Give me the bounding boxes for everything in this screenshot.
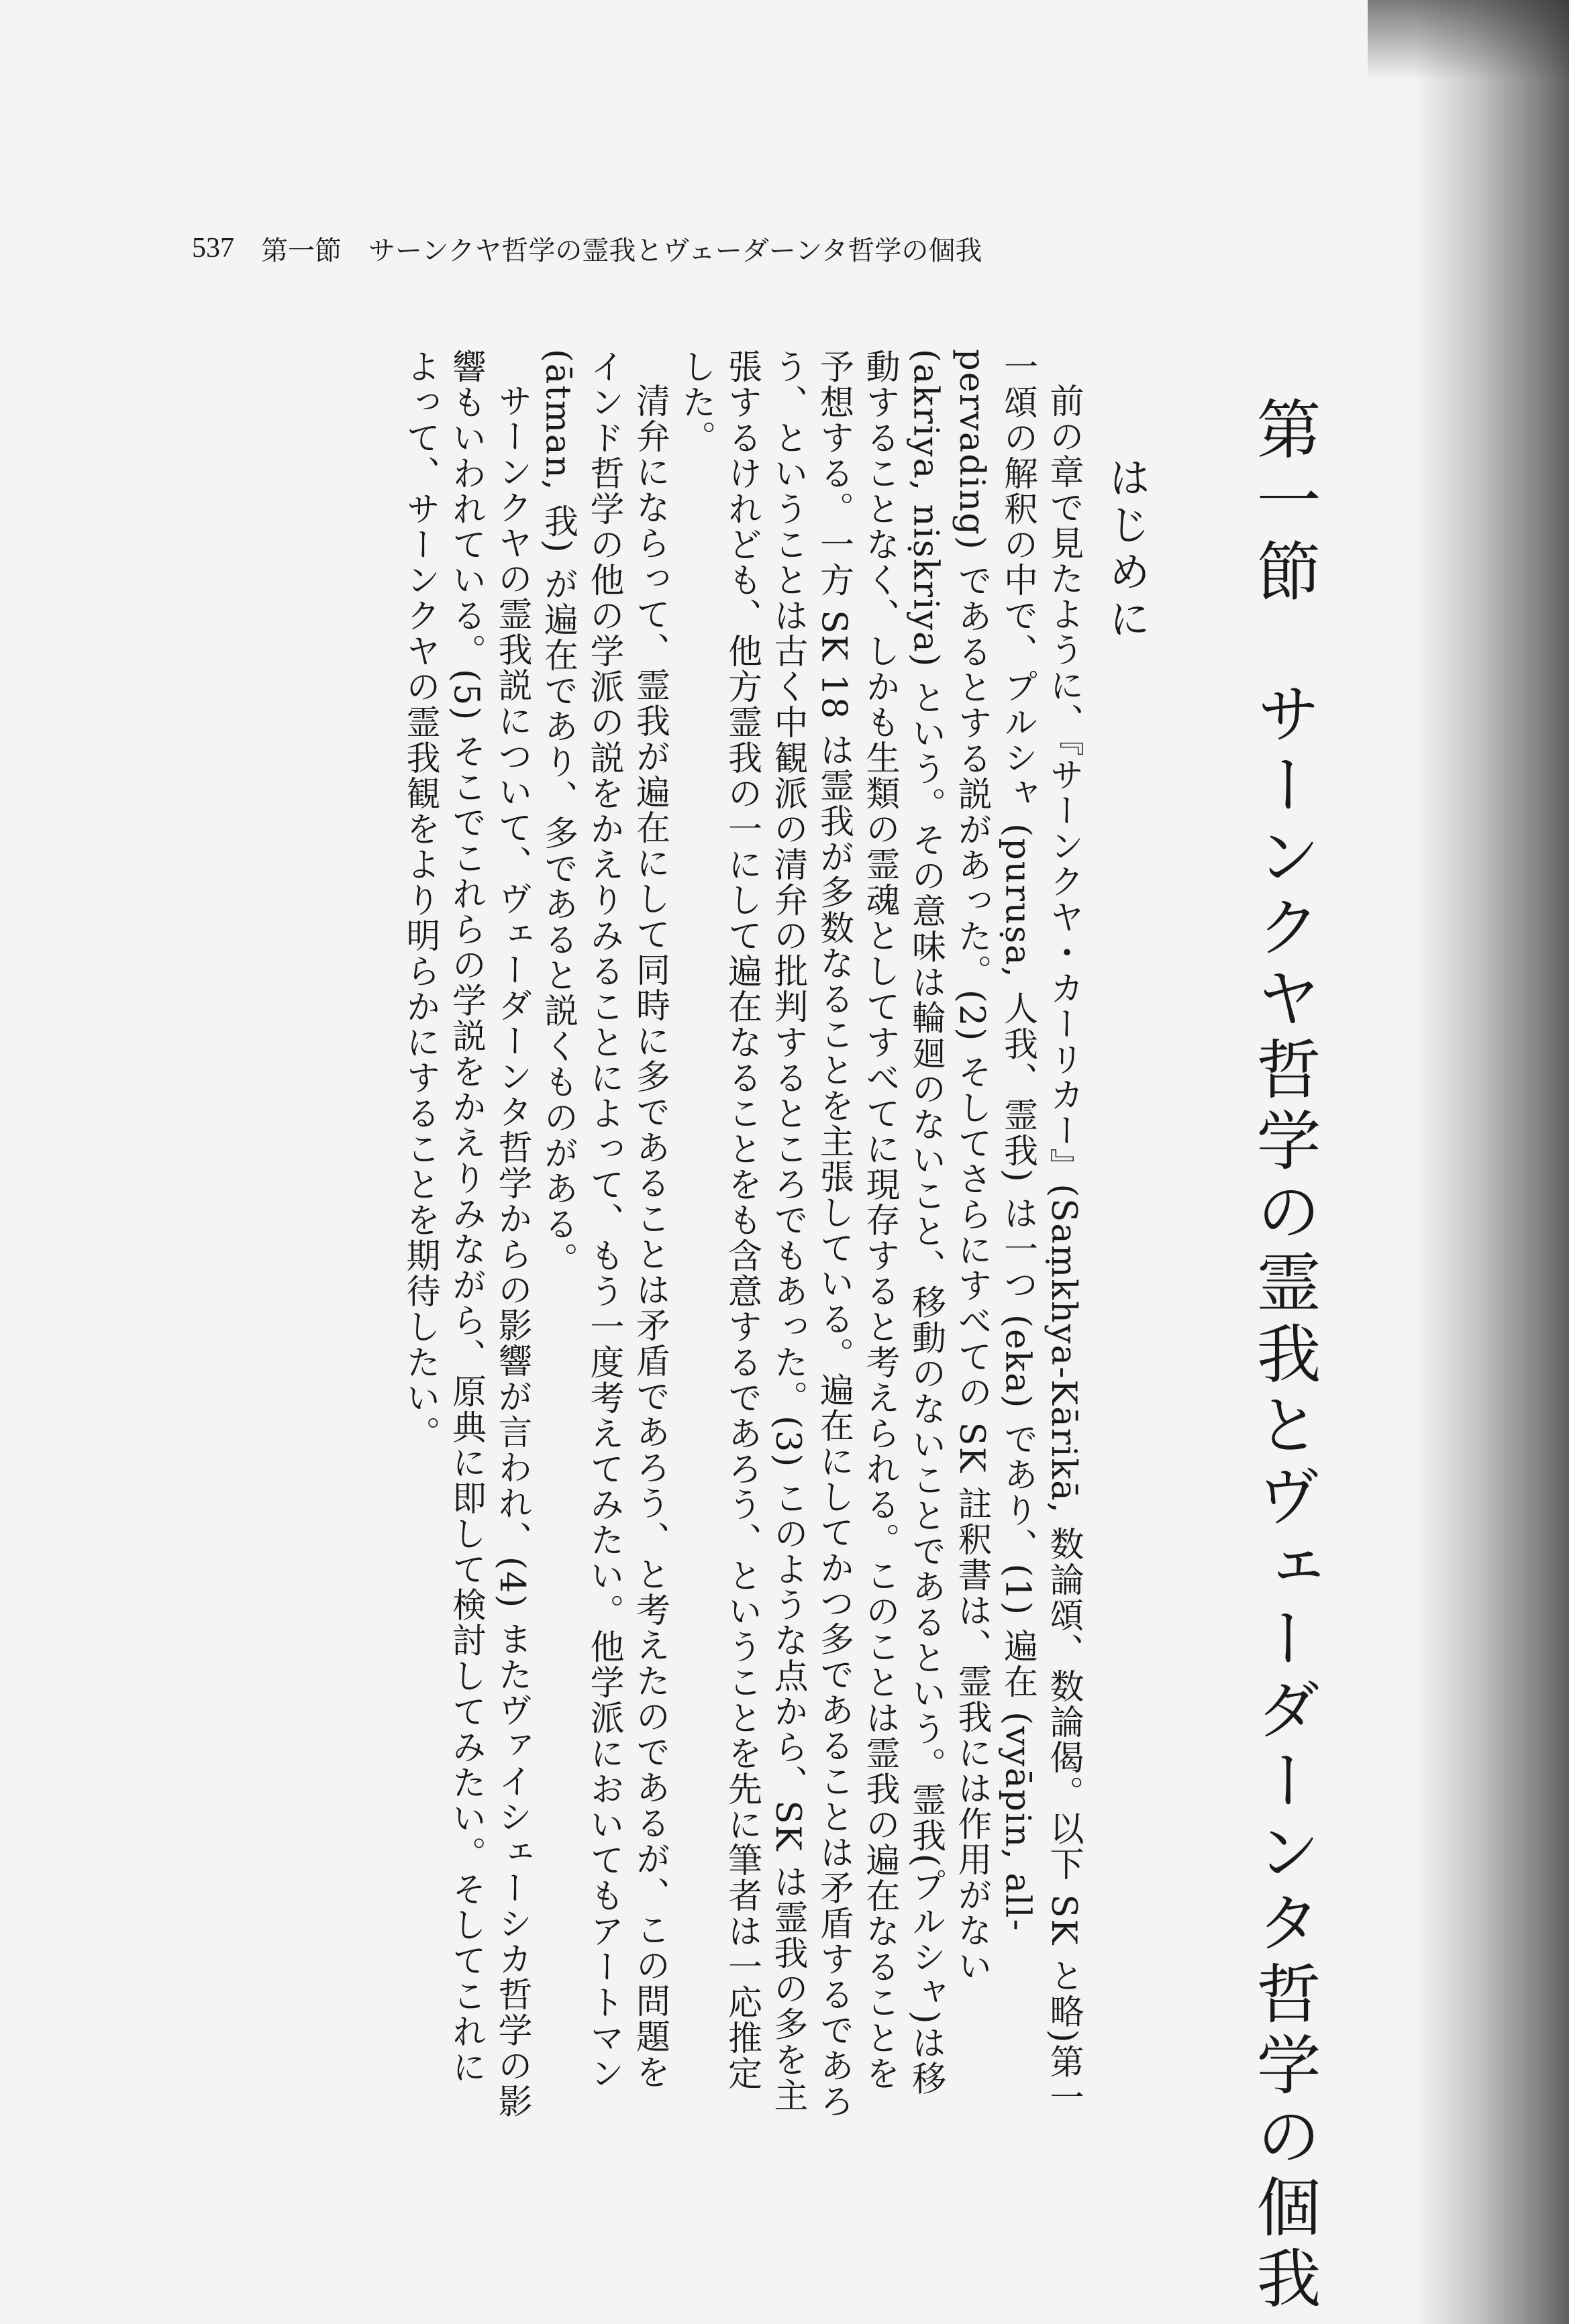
section-title: 第一節 サーンクヤ哲学の霊我とヴェーダーンタ哲学の個我 [1246, 396, 1321, 2316]
subsection-title: はじめに [1102, 456, 1151, 644]
running-header [192, 228, 997, 268]
body-text [193, 349, 1086, 2120]
page-corner-shadow [1368, 0, 1569, 81]
paragraph-1: 前の章で見たように、『サーンクヤ・カーリカー』(Saṃkhya-Kārikā, 数論頌、数論偈。以下 SK と略)第一一頌の解釈の中で、プルシャ (puruṣa, 人我、霊我) は一つ (eka) であり、(1) 遍在 (vyāpin, all-pervading) であるとする説があった。(2) そしてさらにすべての SK 註釈書は、霊我には作用がない (akriya, niṣkriya) という。その意味は輪廻のないこと、移動のないことであるという。霊我(プルシャ)は移動することなく、しかも生類の霊魂としてすべてに現存すると考えられる。このことは霊我の遍在なることを予想する。一方 SK 18 は霊我が多数なることを主張している。遍在にしてかつ多であることは矛盾するであろう、ということは古く中観派の清弁の批判するところでもあった。(3) このような点から、SK は霊我の多を主張するけれども、他方霊我の一にして遍在なることをも含意するであろう、ということを先に筆者は一応推定した。 [676, 349, 1083, 2119]
running-title: 第一節 サーンクヤ哲学の霊我とヴェーダーンタ哲学の個我 [261, 235, 982, 266]
page-edge-shadow [1415, 0, 1569, 2324]
paragraph-3: サーンクヤの霊我説について、ヴェーダーンタ哲学からの影響が言われ、(4) またヴァイシェーシカ哲学の影響もいわれている。(5) そこでこれらの学説をかえりみながら、原典に即して検討してみたい。そしてこれによって、サーンクヤの霊我観をより明らかにすることを期待したい。 [400, 349, 532, 2119]
paragraph-2: 清弁にならって、霊我が遍在にして同時に多であることは矛盾であろう、と考えたのであるが、この問題をインド哲学の他の学派の説をかえりみることによって、もう一度考えてみたい。他学派においてもアートマン (ātman, 我) が遍在であり、多であると説くものがある。 [538, 349, 670, 2091]
page-number: 537 [192, 233, 234, 264]
